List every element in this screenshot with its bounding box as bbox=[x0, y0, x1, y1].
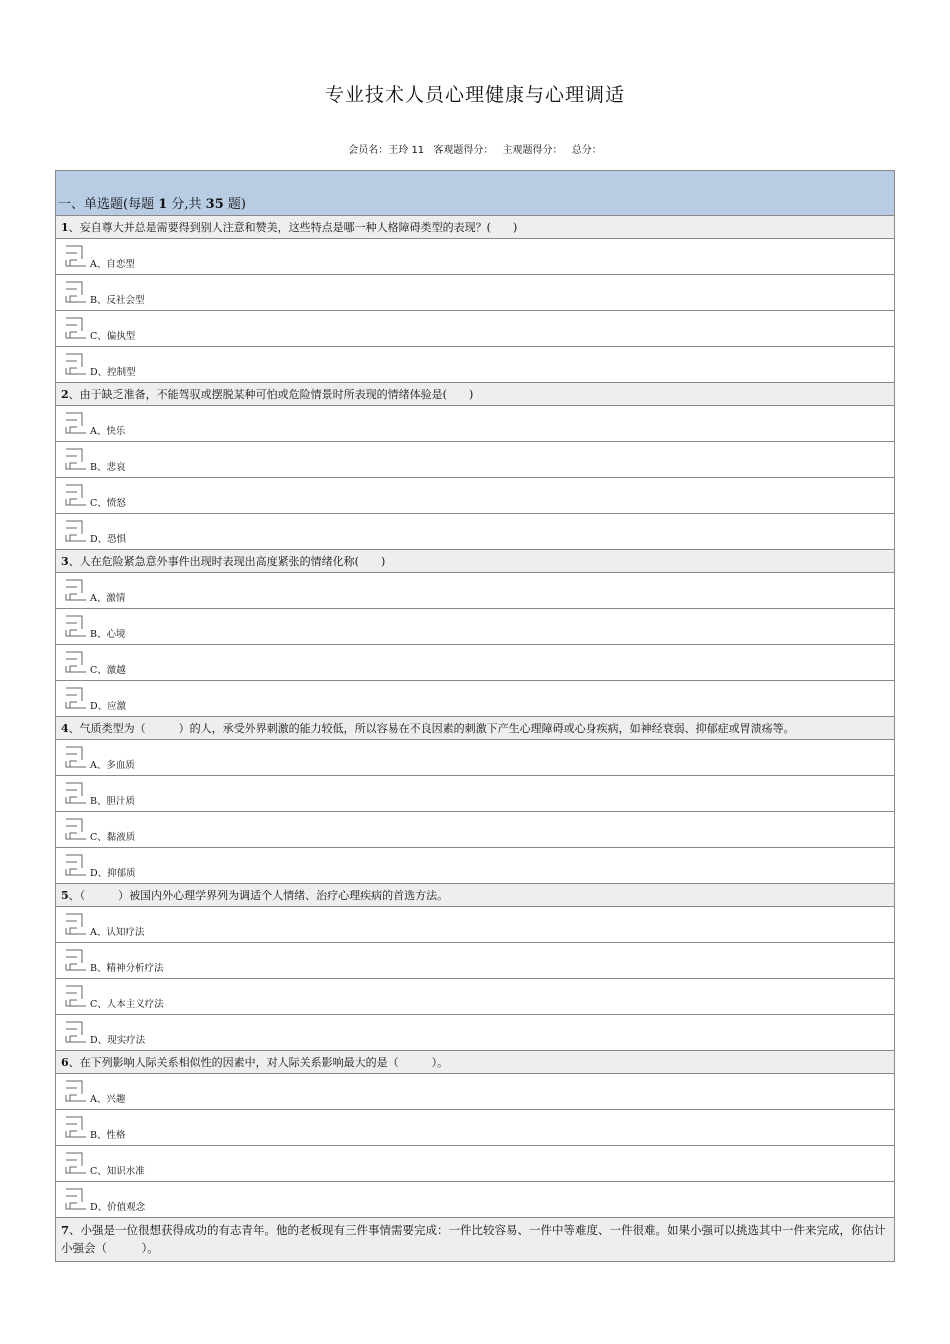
option-label: A、激情 bbox=[90, 593, 126, 604]
answer-option[interactable] bbox=[56, 645, 894, 681]
answer-option[interactable] bbox=[56, 1182, 894, 1218]
question-text: 、（ ）被国内外心理学界列为调适个人情绪、治疗心理疾病的首选方法。 bbox=[68, 889, 449, 902]
question-number: 7 bbox=[61, 1223, 70, 1237]
checkbox-icon[interactable] bbox=[64, 317, 88, 339]
answer-option[interactable] bbox=[56, 681, 894, 717]
checkbox-icon[interactable] bbox=[64, 281, 88, 303]
answer-option[interactable] bbox=[56, 573, 894, 609]
option-label: A、多血质 bbox=[90, 760, 135, 771]
checkbox-icon[interactable] bbox=[64, 782, 88, 804]
question-text: 、小强是一位很想获得成功的有志青年。他的老板现有三件事情需要完成：一件比较容易、一件中等难度、一件很难。如果小强可以挑选其中一件来完成，你估计小强会（ ）。 bbox=[61, 1223, 886, 1255]
option-label: C、愤怒 bbox=[90, 498, 126, 509]
checkbox-icon[interactable] bbox=[64, 412, 88, 434]
question-text: 、人在危险紧急意外事件出现时表现出高度紧张的情绪化称( ) bbox=[68, 555, 386, 568]
document-title: 专业技术人员心理健康与心理调适 bbox=[324, 84, 625, 106]
answer-option[interactable] bbox=[56, 943, 894, 979]
option-label: D、现实疗法 bbox=[90, 1035, 146, 1046]
option-label: B、反社会型 bbox=[90, 295, 145, 306]
option-label: D、控制型 bbox=[90, 367, 136, 378]
member-info bbox=[0, 141, 950, 156]
section-count: 35 bbox=[205, 197, 224, 212]
option-label: B、胆汁质 bbox=[90, 796, 135, 807]
checkbox-icon[interactable] bbox=[64, 818, 88, 840]
answer-option[interactable] bbox=[56, 1015, 894, 1051]
question-number: 3 bbox=[61, 555, 69, 568]
answer-option[interactable] bbox=[56, 1074, 894, 1110]
answer-option[interactable] bbox=[56, 478, 894, 514]
checkbox-icon[interactable] bbox=[64, 1188, 88, 1210]
checkbox-icon[interactable] bbox=[64, 985, 88, 1007]
checkbox-icon[interactable] bbox=[64, 448, 88, 470]
question-sheet bbox=[55, 170, 895, 1262]
answer-option[interactable] bbox=[56, 1146, 894, 1182]
section-mid: 分,共 bbox=[167, 197, 206, 212]
checkbox-icon[interactable] bbox=[64, 579, 88, 601]
checkbox-icon[interactable] bbox=[64, 854, 88, 876]
section-header bbox=[56, 171, 894, 216]
checkbox-icon[interactable] bbox=[64, 245, 88, 267]
checkbox-icon[interactable] bbox=[64, 949, 88, 971]
answer-option[interactable] bbox=[56, 812, 894, 848]
option-label: A、自恋型 bbox=[90, 259, 135, 270]
section-prefix: 一、单选题(每题 bbox=[58, 197, 159, 212]
member-name: 会员名：王玲 11 bbox=[348, 145, 425, 156]
question-number: 1 bbox=[61, 221, 69, 234]
question-stem bbox=[56, 383, 894, 406]
question-text: 、妄自尊大并总是需要得到别人注意和赞美，这些特点是哪一种人格障碍类型的表现？( ) bbox=[68, 221, 518, 234]
option-label: C、知识水准 bbox=[90, 1166, 145, 1177]
answer-option[interactable] bbox=[56, 239, 894, 275]
option-label: B、性格 bbox=[90, 1130, 126, 1141]
question-number: 6 bbox=[61, 1056, 69, 1069]
question-stem bbox=[56, 550, 894, 573]
answer-option[interactable] bbox=[56, 406, 894, 442]
question-text: 、在下列影响人际关系相似性的因素中，对人际关系影响最大的是（ ）。 bbox=[68, 1056, 449, 1069]
question-stem bbox=[56, 216, 894, 239]
section-points: 1 bbox=[158, 197, 168, 212]
section-suffix: 题) bbox=[223, 197, 246, 212]
option-label: B、精神分析疗法 bbox=[90, 963, 164, 974]
answer-option[interactable] bbox=[56, 311, 894, 347]
checkbox-icon[interactable] bbox=[64, 746, 88, 768]
option-label: C、人本主义疗法 bbox=[90, 999, 164, 1010]
question-stem bbox=[56, 717, 894, 740]
option-label: B、心境 bbox=[90, 629, 126, 640]
answer-option[interactable] bbox=[56, 1110, 894, 1146]
checkbox-icon[interactable] bbox=[64, 1080, 88, 1102]
total-score-label: 总分： bbox=[571, 145, 602, 156]
answer-option[interactable] bbox=[56, 275, 894, 311]
answer-option[interactable] bbox=[56, 907, 894, 943]
answer-option[interactable] bbox=[56, 848, 894, 884]
question-text: 、气质类型为（ ）的人，承受外界刺激的能力较低，所以容易在不良因素的刺激下产生心理障碍或心身疾病，如神经衰弱、抑郁症或胃溃疡等。 bbox=[68, 722, 795, 735]
option-label: D、应激 bbox=[90, 701, 127, 712]
checkbox-icon[interactable] bbox=[64, 1021, 88, 1043]
option-label: D、恐惧 bbox=[90, 534, 127, 545]
checkbox-icon[interactable] bbox=[64, 913, 88, 935]
option-label: A、认知疗法 bbox=[90, 927, 145, 938]
option-label: A、快乐 bbox=[90, 426, 126, 437]
checkbox-icon[interactable] bbox=[64, 1116, 88, 1138]
question-number: 4 bbox=[61, 722, 69, 735]
question-number: 5 bbox=[61, 889, 69, 902]
option-label: D、抑郁质 bbox=[90, 868, 136, 879]
option-label: B、悲哀 bbox=[90, 462, 126, 473]
subjective-score-label: 主观题得分： bbox=[502, 145, 563, 156]
answer-option[interactable] bbox=[56, 776, 894, 812]
option-label: D、价值观念 bbox=[90, 1202, 146, 1213]
checkbox-icon[interactable] bbox=[64, 484, 88, 506]
option-label: A、兴趣 bbox=[90, 1094, 126, 1105]
answer-option[interactable] bbox=[56, 442, 894, 478]
checkbox-icon[interactable] bbox=[64, 651, 88, 673]
answer-option[interactable] bbox=[56, 740, 894, 776]
checkbox-icon[interactable] bbox=[64, 615, 88, 637]
checkbox-icon[interactable] bbox=[64, 520, 88, 542]
answer-option[interactable] bbox=[56, 514, 894, 550]
question-stem bbox=[56, 884, 894, 907]
section-title bbox=[58, 193, 246, 212]
objective-score-label: 客观题得分： bbox=[433, 145, 494, 156]
checkbox-icon[interactable] bbox=[64, 687, 88, 709]
question-number: 2 bbox=[61, 388, 69, 401]
question-text: 、由于缺乏准备，不能驾驭或摆脱某种可怕或危险情景时所表现的情绪体验是( ) bbox=[68, 388, 474, 401]
question-stem bbox=[56, 1051, 894, 1074]
answer-option[interactable] bbox=[56, 347, 894, 383]
checkbox-icon[interactable] bbox=[64, 1152, 88, 1174]
answer-option[interactable] bbox=[56, 609, 894, 645]
option-label: C、偏执型 bbox=[90, 331, 136, 342]
option-label: C、激越 bbox=[90, 665, 126, 676]
checkbox-icon[interactable] bbox=[64, 353, 88, 375]
question-stem bbox=[56, 1218, 894, 1262]
answer-option[interactable] bbox=[56, 979, 894, 1015]
option-label: C、黏液质 bbox=[90, 832, 136, 843]
